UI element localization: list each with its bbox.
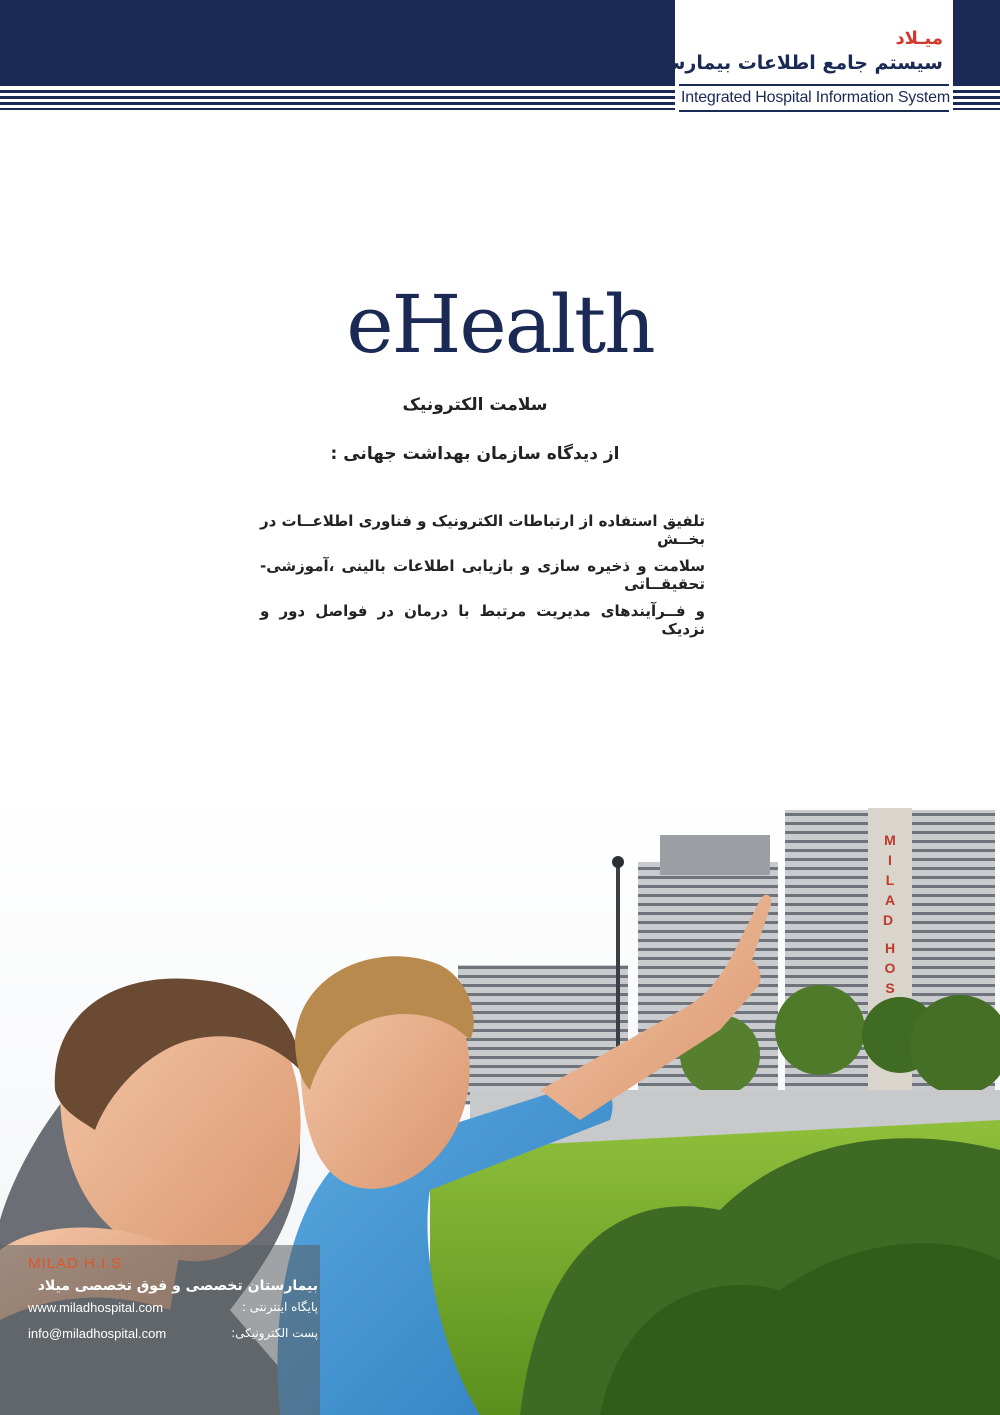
hospital-name: بیمارستان تخصصی و فوق تخصصی میلاد — [37, 1278, 318, 1294]
header — [0, 0, 1000, 115]
who-heading: از دیدگاه سازمان بهداشت جهانی : — [330, 444, 620, 464]
brand-english: Integrated Hospital Information System — [681, 89, 950, 106]
definition-line: و فــرآیندهای مدیریت مرتبط با درمان در فواصل دور و نزدیک — [260, 602, 705, 638]
page-title: eHealth — [346, 278, 654, 371]
email-label: پست الکترونیکی: — [231, 1326, 318, 1340]
email-row — [28, 1324, 318, 1346]
email-link[interactable]: info@miladhospital.com — [28, 1326, 167, 1341]
footer-brand: MILAD H.I.S — [28, 1255, 123, 1272]
header-stripes — [0, 90, 675, 110]
brand-full: سیستم جامع اطلاعات بیمارستان — [635, 52, 943, 74]
definition-line: سلامت و ذخیره سازی و بازیابی اطلاعات بالینی ،آموزشی- تحقیقــاتی — [260, 557, 705, 593]
brand-divider-bottom — [679, 110, 949, 112]
brand-divider — [679, 84, 949, 86]
brand-short: میـلاد — [895, 28, 943, 49]
brand-box — [635, 0, 953, 115]
website-row — [28, 1298, 318, 1320]
header-band — [0, 0, 675, 86]
definition-line: تلفیق استفاده از ارتباطات الکترونیک و فناوری اطلاعــات در بخــش — [260, 512, 705, 548]
page-subtitle: سلامت الکترونیک — [402, 395, 548, 415]
building-sign-text: M I L A D H O S — [882, 832, 896, 996]
footer-info — [28, 1255, 318, 1346]
header-stripes-right — [953, 90, 1000, 110]
website-link[interactable]: www.miladhospital.com — [28, 1300, 164, 1315]
website-label: پایگاه اینترنتی : — [241, 1300, 318, 1314]
header-band-right — [953, 0, 1000, 86]
